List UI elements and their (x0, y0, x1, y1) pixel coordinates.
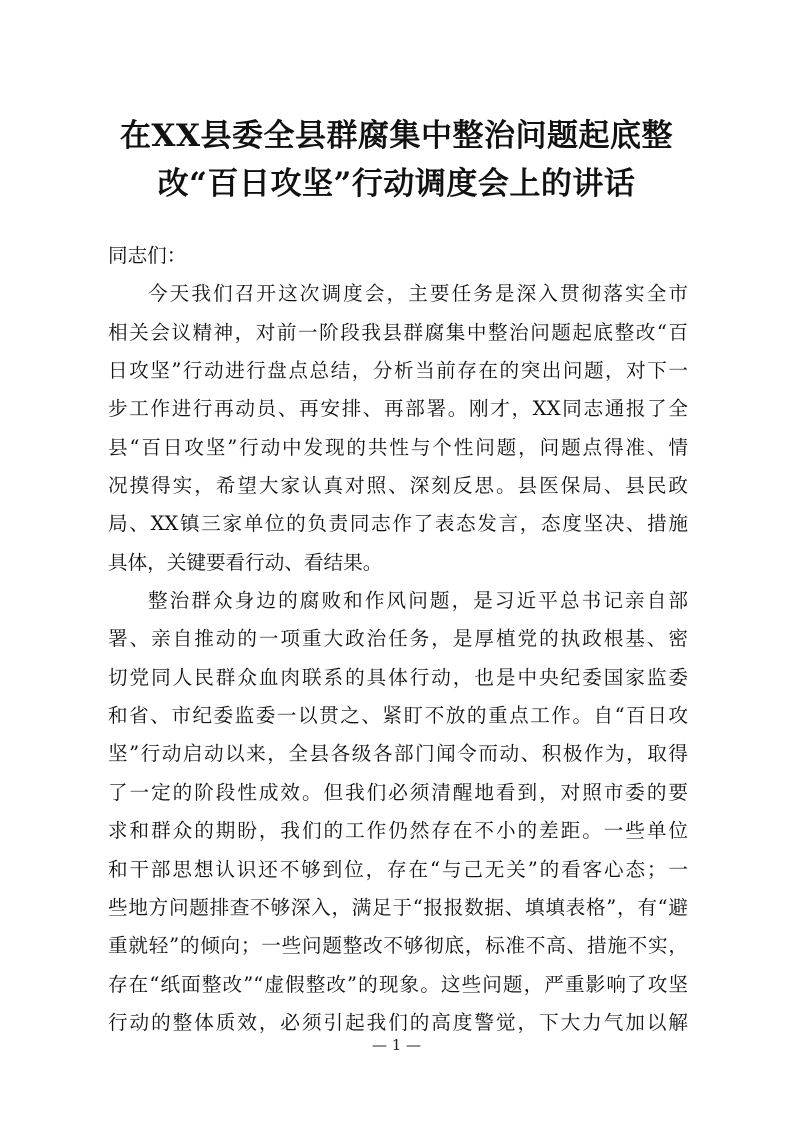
paragraph-line: 求和群众的期盼，我们的工作仍然存在不小的差距。一些单位 (108, 819, 688, 843)
title-line: 在XX县委全县群腐集中整治问题起底整 (119, 118, 674, 154)
document-title (100, 112, 693, 208)
paragraph-line: 步工作进行再动员、再安排、再部署。刚才，XX同志通报了全 (108, 397, 688, 421)
paragraph-line: 切党同人民群众血肉联系的具体行动，也是中央纪委国家监委 (108, 665, 688, 689)
paragraph-line: 整治群众身边的腐败和作风问题，是习近平总书记亲自部 (148, 589, 688, 613)
paragraph-line: 重就轻”的倾向；一些问题整改不够彻底，标准不高、措施不实， (108, 934, 688, 958)
paragraph-line: 些地方问题排查不够深入，满足于“报报数据、填填表格”，有“避 (108, 895, 688, 919)
paragraph-line: 和省、市纪委监委一以贯之、紧盯不放的重点工作。自“百日攻 (108, 704, 688, 728)
paragraph-line: 了一定的阶段性成效。但我们必须清醒地看到，对照市委的要 (108, 780, 688, 804)
paragraph-line: 行动的整体质效，必须引起我们的高度警觉，下大力气加以解 (108, 1010, 688, 1034)
document-body (108, 237, 688, 1042)
paragraph-line: 县“百日攻坚”行动中发现的共性与个性问题，问题点得准、情 (108, 435, 688, 459)
paragraph-line: 相关会议精神，对前一阶段我县群腐集中整治问题起底整改“百 (108, 320, 688, 344)
paragraph-line: 坚”行动启动以来，全县各级各部门闻令而动、积极作为，取得 (108, 742, 688, 766)
paragraph-line: 日攻坚”行动进行盘点总结，分析当前存在的突出问题，对下一 (108, 359, 688, 383)
paragraph-line: 和干部思想认识还不够到位，存在“与己无关”的看客心态；一 (108, 857, 688, 881)
title-line: 改“百日攻坚”行动调度会上的讲话 (157, 166, 636, 202)
paragraph-line: 今天我们召开这次调度会，主要任务是深入贯彻落实全市 (148, 282, 688, 306)
paragraph-line: 具体，关键要看行动、看结果。 (108, 550, 383, 574)
paragraph-line: 局、XX镇三家单位的负责同志作了表态发言，态度坚决、措施 (108, 512, 688, 536)
paragraph-2 (108, 582, 688, 1042)
paragraph-1 (108, 275, 688, 582)
paragraph-line: 况摸得实，希望大家认真对照、深刻反思。县医保局、县民政 (108, 474, 688, 498)
paragraph-line: 署、亲自推动的一项重大政治任务，是厚植党的执政根基、密 (108, 627, 688, 651)
paragraph-line: 存在“纸面整改”“虚假整改”的现象。这些问题，严重影响了攻坚 (108, 972, 688, 996)
salutation: 同志们： (108, 244, 187, 267)
page-number: — 1 — (371, 1036, 422, 1054)
